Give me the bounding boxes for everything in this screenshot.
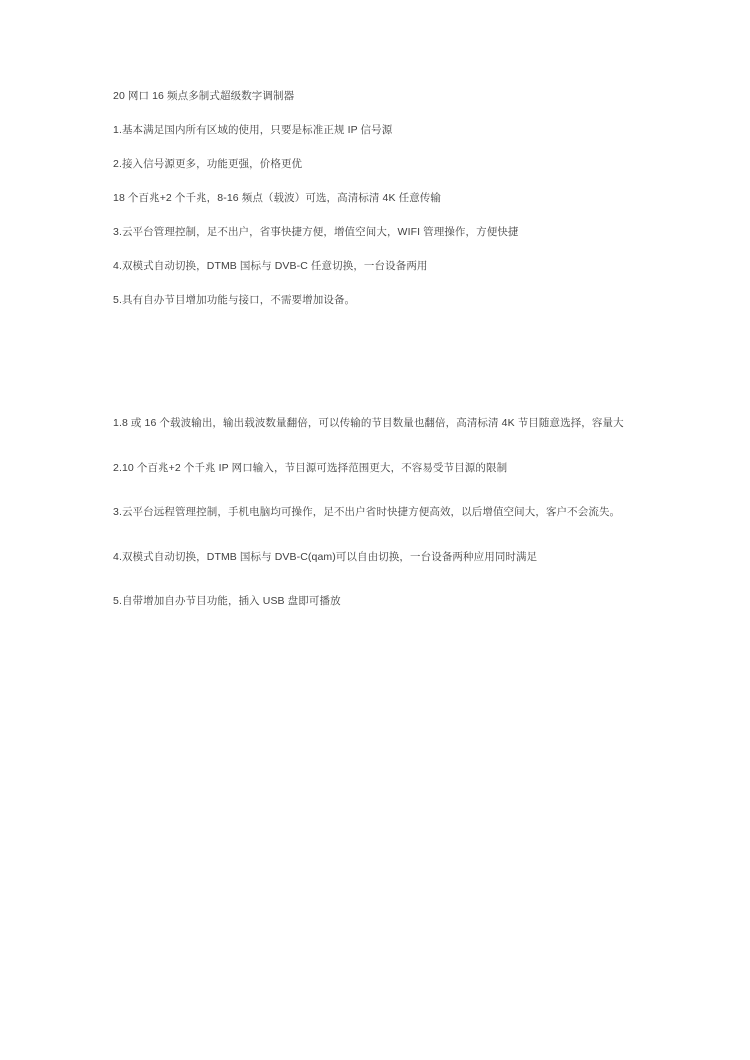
doc-title: 20 网口 16 频点多制式超级数字调制器 [113, 90, 295, 102]
intro-feature-line: 3.云平台管理控制，足不出户，省事快捷方便，增值空间大，WIFI 管理操作，方便快捷 [113, 226, 519, 238]
intro-feature-block [113, 89, 690, 308]
detailed-feature-block [113, 416, 690, 609]
detailed-feature-line: 3.云平台远程管理控制，手机电脑均可操作，足不出户省时快捷方便高效，以后增值空间大，客户不会流失。 [113, 506, 621, 518]
detailed-feature-line: 2.10 个百兆+2 个千兆 IP 网口输入，节目源可选择范围更大，不容易受节目源的限制 [113, 461, 508, 474]
detailed-feature-line: 5.自带增加自办节目功能，插入 USB 盘即可播放 [113, 595, 341, 607]
intro-feature-line: 1.基本满足国内所有区域的使用，只要是标准正规 IP 信号源 [113, 124, 393, 136]
intro-feature-line: 4.双模式自动切换，DTMB 国标与 DVB-C 任意切换，一台设备两用 [113, 260, 428, 272]
intro-feature-line: 18 个百兆+2 个千兆，8-16 频点（载波）可选，高清标清 4K 任意传输 [113, 192, 441, 204]
intro-feature-line: 2.接入信号源更多，功能更强，价格更优 [113, 158, 303, 170]
detailed-feature-line: 1.8 或 16 个载波输出，输出载波数量翻倍，可以传输的节目数量也翻倍，高清标清 4K 节目随意选择，容量大 [113, 417, 624, 429]
paragraph-gap [113, 327, 690, 416]
intro-feature-line: 5.具有自办节目增加功能与接口，不需要增加设备。 [113, 294, 356, 306]
detailed-feature-line: 4.双模式自动切换，DTMB 国标与 DVB-C(qam)可以自由切换，一台设备两种应用同时满足 [113, 550, 538, 563]
